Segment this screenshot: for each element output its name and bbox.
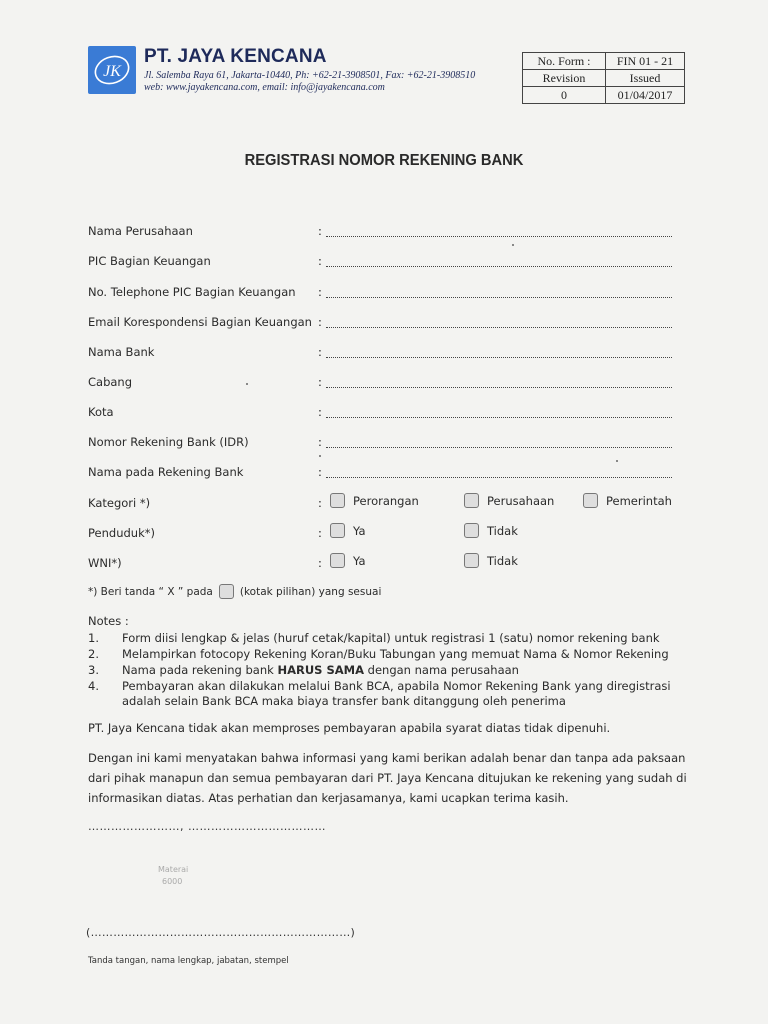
choice-label: Tidak <box>487 523 518 538</box>
field-colon: : <box>318 465 322 479</box>
note-number: 2. <box>88 647 99 661</box>
choice-penduduk-tidak[interactable] <box>464 523 518 538</box>
field-colon: : <box>318 224 322 238</box>
company-web: web: www.jayakencana.com, email: info@jayakencana.com <box>144 82 385 93</box>
field-input-line[interactable] <box>326 387 672 388</box>
checkbox[interactable] <box>330 523 345 538</box>
field-colon: : <box>318 285 322 299</box>
field-row-telephone <box>0 285 768 305</box>
field-label: PIC Bagian Keuangan <box>88 254 211 268</box>
checkbox[interactable] <box>464 553 479 568</box>
field-input-line[interactable] <box>326 327 672 328</box>
field-row-nama-rekening <box>0 465 768 485</box>
company-logo <box>88 46 136 94</box>
checkbox-instruction <box>88 584 381 599</box>
statement-paragraph: Dengan ini kami menyatakan bahwa informasi yang kami berikan adalah benar dan tanpa ada paksaan dari pihak manapun dan semua pembayaran dari PT. Jaya Kencana ditujukan ke rekening yang sudah di informasikan diatas. Atas perhatian dan kerjasamanya, kami ucapkan terima kasih. <box>88 751 687 805</box>
field-colon: : <box>318 496 322 510</box>
field-label: Nama pada Rekening Bank <box>88 465 244 479</box>
field-colon: : <box>318 435 322 449</box>
notes-title: Notes : <box>88 614 129 628</box>
note-number: 3. <box>88 663 99 677</box>
revision-label: Revision <box>523 70 606 87</box>
choice-label: Pemerintah <box>606 493 672 508</box>
no-form-value: FIN 01 - 21 <box>606 53 685 70</box>
note-text-part: dengan nama perusahaan <box>364 663 519 677</box>
field-input-line[interactable] <box>326 236 672 237</box>
no-form-label: No. Form : <box>523 53 606 70</box>
field-row-kota <box>0 405 768 425</box>
field-input-line[interactable] <box>326 297 672 298</box>
choice-label: Perusahaan <box>487 493 555 508</box>
choice-perorangan[interactable] <box>330 493 419 508</box>
choice-label: Ya <box>353 553 366 568</box>
field-row-nama-perusahaan <box>0 224 768 244</box>
note-text: Form diisi lengkap & jelas (huruf cetak/kapital) untuk registrasi 1 (satu) nomor rekening bank <box>122 631 660 645</box>
option-label: WNI*) <box>88 556 122 570</box>
field-input-line[interactable] <box>326 447 672 448</box>
choice-pemerintah[interactable] <box>583 493 672 508</box>
company-address: Jl. Salemba Raya 61, Jakarta-10440, Ph: +62-21-3908501, Fax: +62-21-3908510 <box>144 70 476 81</box>
field-label: Nama Bank <box>88 345 155 359</box>
field-input-line[interactable] <box>326 266 672 267</box>
svg-text:JK: JK <box>103 63 121 80</box>
field-input-line[interactable] <box>326 477 672 478</box>
field-row-pic-keuangan <box>0 254 768 274</box>
sample-checkbox <box>219 584 234 599</box>
option-label: Kategori *) <box>88 496 151 510</box>
note-text-part: Nama pada rekening bank <box>122 663 278 677</box>
note-text: Melampirkan fotocopy Rekening Koran/Buku Tabungan yang memuat Nama & Nomor Rekening <box>122 647 669 661</box>
field-colon: : <box>318 375 322 389</box>
option-row-kategori <box>0 493 768 516</box>
disclaimer-paragraph: PT. Jaya Kencana tidak akan memproses pembayaran apabila syarat diatas tidak dipenuhi. <box>88 721 611 735</box>
choice-label: Ya <box>353 523 366 538</box>
note-number: 4. <box>88 679 99 693</box>
field-row-cabang <box>0 375 768 395</box>
field-colon: : <box>318 254 322 268</box>
place-date-line[interactable]: ……………………, ……………………………… <box>88 820 326 833</box>
materai-value: 6000 <box>162 877 183 886</box>
choice-wni-ya[interactable] <box>330 553 366 568</box>
signature-caption: Tanda tangan, nama lengkap, jabatan, stempel <box>88 956 289 966</box>
field-row-email <box>0 315 768 335</box>
checkbox[interactable] <box>583 493 598 508</box>
note-number: 1. <box>88 631 99 645</box>
choice-wni-tidak[interactable] <box>464 553 518 568</box>
checkbox[interactable] <box>330 553 345 568</box>
choice-label: Perorangan <box>353 493 419 508</box>
note-text: Pembayaran akan dilakukan melalui Bank BCA, apabila Nomor Rekening Bank yang diregistrasi adalah selain Bank BCA maka biaya transfer bank ditanggung oleh penerima <box>122 679 671 708</box>
issued-value: 01/04/2017 <box>606 87 685 104</box>
revision-value: 0 <box>523 87 606 104</box>
field-input-line[interactable] <box>326 357 672 358</box>
field-colon: : <box>318 315 322 329</box>
instruction-text: *) Beri tanda “ X ” pada <box>88 585 213 598</box>
note-emphasis: HARUS SAMA <box>277 663 364 677</box>
field-label: No. Telephone PIC Bagian Keuangan <box>88 285 296 299</box>
field-colon: : <box>318 405 322 419</box>
field-colon: : <box>318 556 322 570</box>
issued-label: Issued <box>606 70 685 87</box>
note-text <box>122 663 682 678</box>
field-colon: : <box>318 345 322 359</box>
form-info-table <box>522 52 685 104</box>
option-row-wni <box>0 553 768 576</box>
field-label: Nomor Rekening Bank (IDR) <box>88 435 249 449</box>
signature-name-line[interactable]: (……………………………………………………………) <box>86 926 356 939</box>
field-row-nomor-rekening <box>0 435 768 455</box>
field-row-nama-bank <box>0 345 768 365</box>
choice-penduduk-ya[interactable] <box>330 523 366 538</box>
choice-label: Tidak <box>487 553 518 568</box>
checkbox[interactable] <box>464 523 479 538</box>
page-title: REGISTRASI NOMOR REKENING BANK <box>244 152 524 169</box>
field-label: Kota <box>88 405 114 419</box>
field-label: Cabang <box>88 375 133 389</box>
materai-label: Materai <box>158 865 189 874</box>
checkbox[interactable] <box>330 493 345 508</box>
field-colon: : <box>318 526 322 540</box>
instruction-text: (kotak pilihan) yang sesuai <box>239 585 382 598</box>
field-label: Email Korespondensi Bagian Keuangan <box>88 315 312 329</box>
field-input-line[interactable] <box>326 417 672 418</box>
option-label: Penduduk*) <box>88 526 155 540</box>
company-name: PT. JAYA KENCANA <box>144 46 327 67</box>
field-label: Nama Perusahaan <box>88 224 193 238</box>
jk-logo-icon <box>90 48 134 92</box>
checkbox[interactable] <box>464 493 479 508</box>
materai-stamp-area <box>158 864 188 888</box>
option-row-penduduk <box>0 523 768 546</box>
choice-perusahaan[interactable] <box>464 493 554 508</box>
